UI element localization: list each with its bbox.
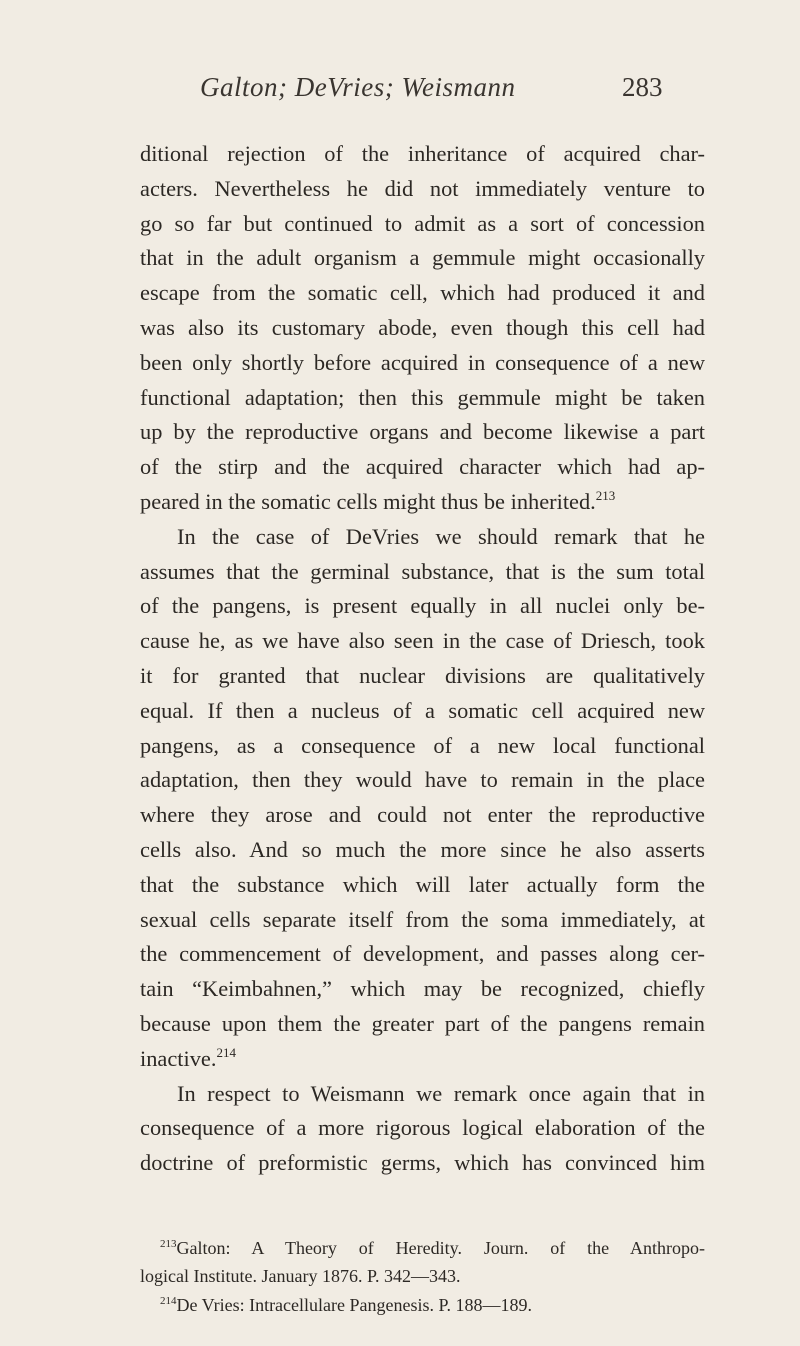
text-line: of the pangens, is present equally in all nuclei only be- <box>140 593 705 619</box>
text-line: that in the adult organism a gemmule might occasionally <box>140 245 705 271</box>
text-line: sexual cells separate itself from the soma immediately, at <box>140 906 705 932</box>
footnote-213 <box>140 1234 705 1262</box>
page-number: 283 <box>622 72 663 102</box>
text-line: the commencement of development, and passes along cer- <box>140 941 705 967</box>
body-text <box>140 137 705 1181</box>
text-line: acters. Nevertheless he did not immediately venture to <box>140 175 705 201</box>
running-title: Galton; DeVries; Weismann <box>200 72 516 102</box>
footnote-text: De Vries: Intracellulare Pangenesis. P. 188—189. <box>176 1294 533 1315</box>
text-line: adaptation, then they would have to remain in the place <box>140 767 705 793</box>
running-head <box>140 72 800 112</box>
text-line: consequence of a more rigorous logical elaboration of the <box>140 1115 705 1141</box>
footnotes <box>140 1234 705 1319</box>
footnote-reference[interactable]: 213 <box>595 487 616 503</box>
text-line: pangens, as a consequence of a new local functional <box>140 732 705 758</box>
text-line: ditional rejection of the inheritance of acquired char- <box>140 141 705 166</box>
text-line: inactive. <box>140 1045 217 1071</box>
footnote-213-continued: logical Institute. January 1876. P. 342—343. <box>140 1266 461 1287</box>
footnote-214 <box>140 1291 705 1319</box>
paragraph-start: In the case of DeVries we should remark that he <box>177 523 705 549</box>
text-line-with-note <box>140 485 705 520</box>
text-line: tain “Keimbahnen,” which may be recognized, chiefly <box>140 976 705 1002</box>
footnote-mark: 214 <box>160 1294 177 1307</box>
text-line: where they arose and could not enter the reproductive <box>140 802 705 828</box>
text-line: go so far but continued to admit as a sort of concession <box>140 210 705 236</box>
text-line: because upon them the greater part of the pangens remain <box>140 1010 705 1036</box>
text-line: been only shortly before acquired in consequence of a new <box>140 349 705 375</box>
text-line: peared in the somatic cells might thus be inherited. <box>140 488 596 514</box>
text-line: doctrine of preformistic germs, which has convinced him <box>140 1150 705 1176</box>
text-line: equal. If then a nucleus of a somatic cell acquired new <box>140 697 705 723</box>
footnote-mark: 213 <box>160 1238 177 1250</box>
text-line: cells also. And so much the more since he also asserts <box>140 836 705 862</box>
text-line: escape from the somatic cell, which had produced it and <box>140 280 705 306</box>
text-line: up by the reproductive organs and become likewise a part <box>140 419 705 445</box>
text-line: of the stirp and the acquired character which had ap- <box>140 454 705 480</box>
text-line: cause he, as we have also seen in the case of Driesch, took <box>140 628 705 654</box>
text-line: functional adaptation; then this gemmule might be taken <box>140 384 705 410</box>
text-line: assumes that the germinal substance, that is the sum total <box>140 558 705 584</box>
footnote-text: Galton: A Theory of Heredity. Journ. of the Anthropo- <box>176 1238 705 1258</box>
footnote-reference[interactable]: 214 <box>216 1044 236 1060</box>
paragraph-start: In respect to Weismann we remark once again that in <box>177 1080 705 1106</box>
text-line: that the substance which will later actually form the <box>140 871 705 897</box>
text-line: it for granted that nuclear divisions are qualitatively <box>140 662 705 688</box>
text-line: was also its customary abode, even though this cell had <box>140 314 705 340</box>
text-line-with-note <box>140 1042 705 1077</box>
